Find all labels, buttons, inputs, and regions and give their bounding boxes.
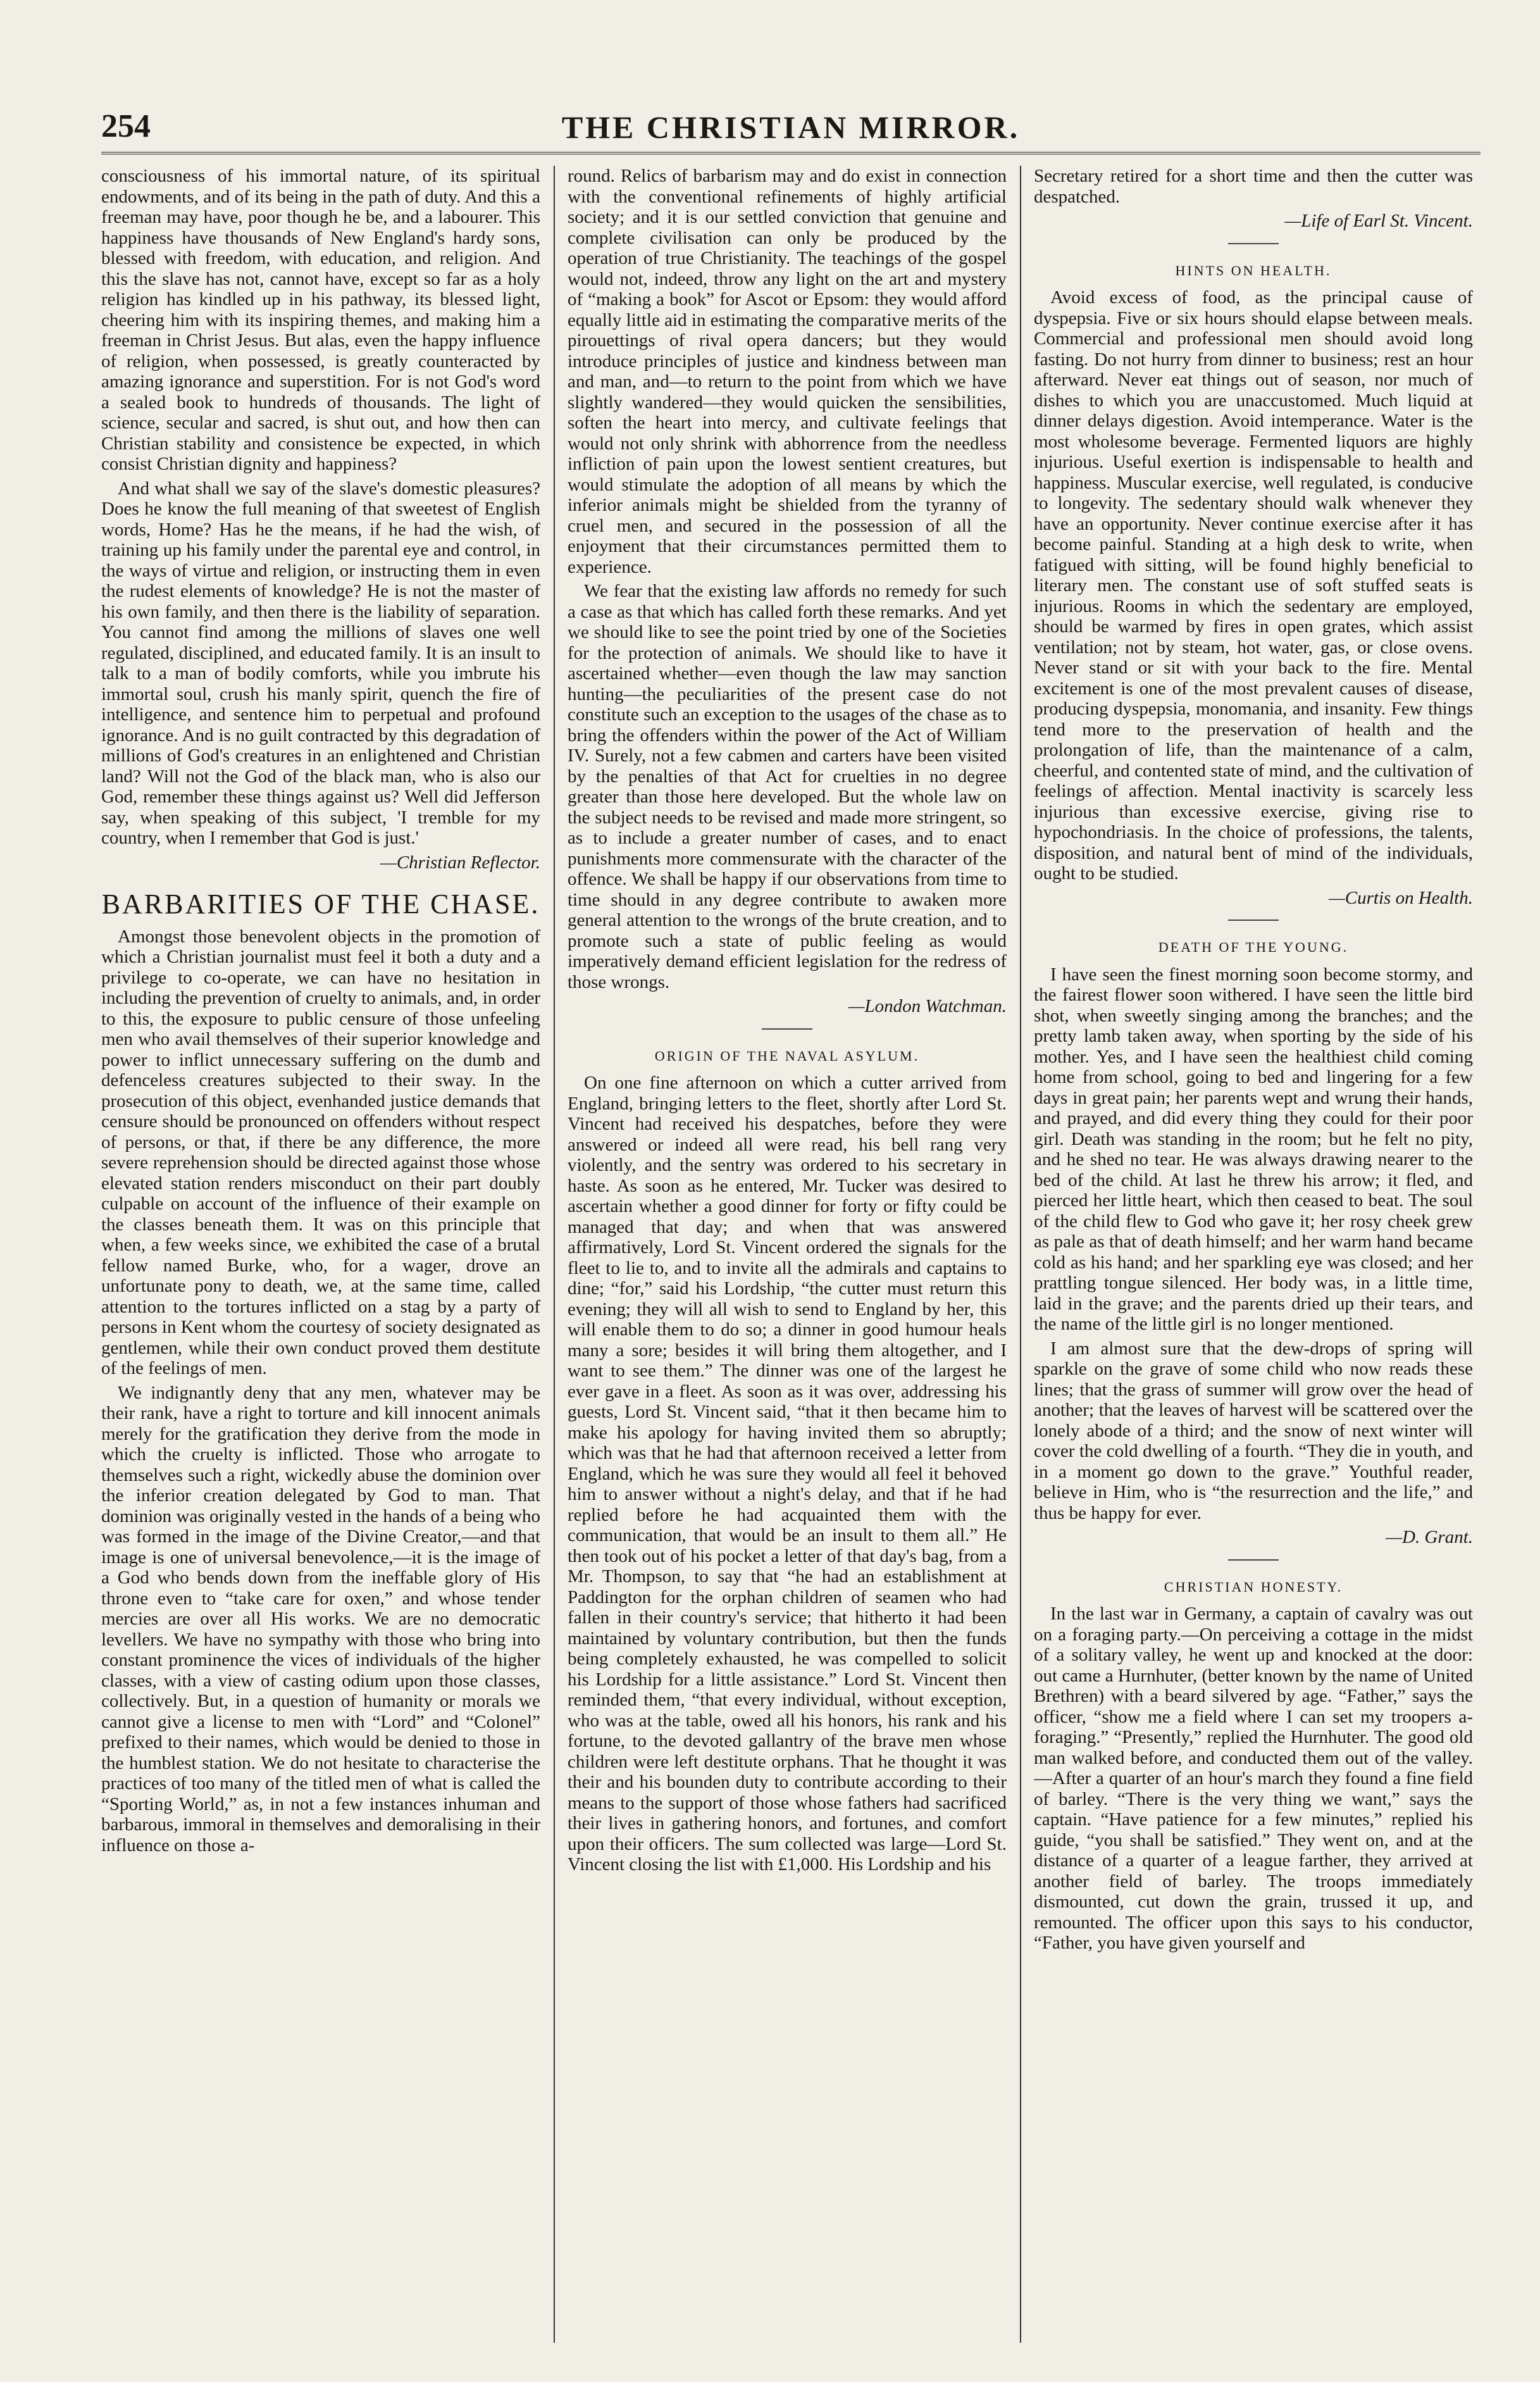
divider [762, 1028, 812, 1030]
divider [1228, 920, 1279, 921]
columns [101, 166, 1481, 2343]
article-paragraph: I have seen the finest morning soon become stormy, and the fairest flower soon withered. I have seen the little bird shot, when sweetly singing among the branches; and the pretty lamb taken away, when sporting by the side of his mother. Yes, and I have seen the healthiest child coming home from school, going to bed and lingering for a few days in great pain; her parents wept and wrung their hands, and prayed, and did every thing they could for their poor girl. Death was standing in the room; but he felt no pity, and he shed no tear. He was always drawing nearer to the bed of the child. At last he threw his arrow; it fled, and pierced her little heart, which then ceased to beat. The soul of the child flew to God who gave it; her rosy cheek grew as pale as that of death himself; and her warm hand became cold as his hand; and her sparkling eye was closed; and her prattling tongue silenced. Her body was, in a little time, laid in the grave; and the parents dried up their tears, and the name of the little girl is no longer mentioned. [1034, 964, 1473, 1334]
page-header [101, 95, 1481, 154]
divider [1228, 243, 1279, 244]
column-1 [101, 166, 540, 2343]
article-paragraph: round. Relics of barbarism may and do exist in connection with the conventional refinements of highly artificial society; and it is our settled conviction that genuine and complete civilisation can only be produced by the operation of true Christianity. The teachings of the gospel would not, indeed, throw any light on the art and mystery of “making a book” for Ascot or Epsom: they would afford equally little aid in estimating the comparative merits of the pirouettings of rival opera dancers; but they would introduce principles of justice and kindness between man and man, and—to return to the point from which we have slightly wandered—they would quicken the sensibilities, soften the heart into mercy, and cultivate feelings that would not only shrink with abhorrence from the needless infliction of pain upon the lowest sentient creatures, but would stimulate the adoption of all means by which the inferior animals might be shielded from the tyranny of cruel men, and secured in the possession of all the enjoyment that their circumstances permitted them to experience. [568, 166, 1007, 577]
article-source: —London Watchman. [848, 996, 1007, 1016]
article-paragraph: We indignantly deny that any men, whatever may be their rank, have a right to torture and kill innocent animals merely for the gratification they derive from the mode in which the cruelty is inflicted. Those who arrogate to themselves such a right, wickedly abuse the dominion over the inferior creation delegated by God to man. That dominion was originally vested in the hands of a being who was formed in the image of the Divine Creator,—and that image is one of universal benevolence,—it is the image of a God who bends down from the ineffable glory of His throne even to “take care for oxen,” and whose tender mercies are over all His works. We are no democratic levellers. We have no sympathy with those who bring into constant prominence the vices of individuals of the higher classes, with a view of casting odium upon those classes, collectively. But, in a question of humanity or morals we cannot give a license to men with “Lord” and “Colonel” prefixed to their names, which would be denied to those in the humblest station. We do not hesitate to characterise the practices of too many of the titled men of what is called the “Sporting World,” as, in not a few instances inhuman and barbarous, immoral in themselves and demoralising in their influence on those a- [101, 1382, 540, 1855]
masthead-title: THE CHRISTIAN MIRROR. [561, 109, 1021, 145]
article-paragraph: In the last war in Germany, a captain of cavalry was out on a foraging party.—On perceiving a cottage in the midst of a solitary valley, he went up and knocked at the door: out came a Hurnhuter, (better known by the name of United Brethren) with a beard silvered by age. “Father,” says the officer, “show me a field where I can set my troopers a-foraging.” “Presently,” replied the Hurnhuter. The good old man walked before, and conducted them out of the valley. —After a quarter of an hour's march they found a fine field of barley. “There is the very thing we want,” says the captain. “Have patience for a few minutes,” replied his guide, “you shall be satisfied.” They went on, and at the distance of a quarter of a league farther, they arrived at another field of barley. The troops immediately dismounted, cut down the grain, trussed it up, and remounted. The officer upon this says to his conductor, “Father, you have given yourself and [1034, 1604, 1473, 1953]
article-heading: HINTS ON HEALTH. [1175, 262, 1332, 278]
article-paragraph: And what shall we say of the slave's domestic pleasures? Does he know the full meaning of that sweetest of English words, Home? Has he the means, if he had the wish, of training up his family under the parental eye and control, in the ways of virtue and religion, or instructing them in even the rudest elements of knowledge? He is not the master of his own family, and then there is the liability of separation. You cannot find among the millions of slaves one well regulated, disciplined, and educated family. It is an insult to talk to a man of bodily comforts, while you imbrute his immortal soul, crush his manly spirit, quench the fire of intelligence, and sentence him to perpetual and profound ignorance. And is no guilt contracted by this degradation of millions of God's creatures in an enlightened and Christian land? Will not the God of the black man, who is also our God, remember these things against us? Well did Jefferson say, when speaking of this subject, 'I tremble for my country, when I remember that God is just.' [101, 478, 540, 848]
article-paragraph: Avoid excess of food, as the principal cause of dyspepsia. Five or six hours should elapse between meals. Commercial and professional men should avoid long fasting. Do not hurry from dinner to business; rest an hour afterward. Never eat things out of season, nor much of dishes to which you are unaccustomed. Much liquid at dinner delays digestion. Avoid intemperance. Water is the most wholesome beverage. Fermented liquors are highly injurious. Useful exertion is indispensable to health and happiness. Muscular exercise, well regulated, is conducive to longevity. The sedentary should walk whenever they have an opportunity. Never continue exercise after it has become painful. Standing at a high desk to write, when fatigued with sitting, will be found highly beneficial to literary men. The constant use of soft stuffed seats is injurious. Rooms in which the sedentary are employed, should be warmed by fires in open grates, which assist ventilation; not by steam, hot water, gas, or close ovens. Never stand or sit with your back to the fire. Mental excitement is one of the most prevalent causes of disease, producing dyspepsia, monomania, and insanity. Few things tend more to the preservation of health and the prolongation of life, than the maintenance of a calm, cheerful, and contented state of mind, and the cultivation of feelings of affection. Mental inactivity is scarcely less injurious than excessive exercise, giving rise to hypochondriasis. In the choice of professions, the talents, disposition, and natural bent of mind of the individuals, ought to be studied. [1034, 287, 1473, 883]
column-2 [568, 166, 1007, 2343]
article-source: —Life of Earl St. Vincent. [1284, 211, 1473, 231]
article-paragraph: Amongst those benevolent objects in the promotion of which a Christian journalist must feel it both a duty and a privilege to co-operate, we can have no hesitation in including the prevention of cruelty to animals, and, in order to this, the exposure to public censure of those unfeeling men who avail themselves of their superior knowledge and power to inflict unnecessary suffering on the dumb and defenceless creatures subjected to their sway. In the prosecution of this object, evenhanded justice demands that censure should be pronounced on offenders without respect of persons, or that, if there be any difference, the more severe reprehension should be directed against those whose elevated station renders misconduct on their part doubly culpable on account of the influence of their example on the classes beneath them. It was on this principle that when, a few weeks since, we exhibited the case of a brutal fellow named Burke, who, for a wager, drove an unfortunate pony to death, we, at the same time, called attention to the tortures inflicted on a stag by a party of persons in Kent whom the courtesy of society designated as gentlemen, while their own conduct proved them destitute of the feelings of men. [101, 926, 540, 1378]
article-heading: DEATH OF THE YOUNG. [1158, 939, 1349, 955]
page-number: 254 [101, 108, 151, 144]
divider [1228, 1559, 1279, 1561]
article-paragraph: Secretary retired for a short time and then the cutter was despatched. [1034, 166, 1473, 207]
article-heading: ORIGIN OF THE NAVAL ASYLUM. [654, 1047, 920, 1064]
article-paragraph: On one fine afternoon on which a cutter arrived from England, bringing letters to the fleet, shortly after Lord St. Vincent had received his despatches, before they were answered or indeed all were read, his bell rang very violently, and the sentry was ordered to his secretary in haste. As soon as he entered, Mr. Tucker was desired to ascertain whether a good dinner for forty or fifty could be managed that day; and when that was answered affirmatively, Lord St. Vincent ordered the signals for the fleet to lie to, and to invite all the admirals and captains to dine; “for,” said his Lordship, “the cutter must return this evening; they will all wish to send to England by her, this will enable them to do so; a dinner in good humour heals many a sore; besides it will bring them altogether, and I want to see them.” The dinner was one of the largest he ever gave in a fleet. As soon as it was over, addressing his guests, Lord St. Vincent said, “that it then became him to make his apology for having invited them so abruptly; which was that he had that afternoon received a letter from England, which he was sure they would all feel it behoved him to answer without a night's delay, and that if he had replied before he had acquainted them with the communication, that would be an insult to them all.” He then took out of his pocket a letter of that day's bag, from a Mr. Thompson, to say that “he had an establishment at Paddington for the orphan children of seamen who had fallen in their country's service; that hitherto it had been maintained by voluntary contribution, but then the funds being completely exhausted, he was compelled to solicit his Lordship for a little assistance.” Lord St. Vincent then reminded them, “that every individual, without exception, who was at the table, owed all his honors, his rank and his fortune, to the devoted gallantry of the brave men whose children were left destitute orphans. That he thought it was their and his bounden duty to contribute according to their means to the support of those whose fathers had sacrificed their lives in gathering honors, and fortunes, and comfort upon their officers. The sum collected was large—Lord St. Vincent closing the list with £1,000. His Lordship and his [568, 1073, 1007, 1874]
article-paragraph: We fear that the existing law affords no remedy for such a case as that which has called forth these remarks. And yet we should like to see the point tried by one of the Societies for the protection of animals. We should like to have it ascertained whether—even though the law may sanction hunting—the peculiarities of the present case do not constitute such an exception to the usages of the chase as to bring the offenders within the power of the Act of William IV. Surely, not a few cabmen and carters have been visited by the penalties of that Act for cruelties in no degree greater than those here developed. But the whole law on the subject needs to be revised and made more stringent, so as to include a greater number of cases, and to enact punishments more commensurate with the character of the offence. We shall be happy if our observations from time to time should in any degree contribute to awaken more general attention to the wrongs of the brute creation, and to promote such a state of public feeling as would imperatively demand efficient legislation for the redress of those wrongs. [568, 581, 1007, 992]
article-paragraph: consciousness of his immortal nature, of its spiritual endowments, and of its being in the path of duty. And this a freeman may have, poor though he be, and a labourer. This happiness have thousands of New England's hardy sons, blessed with freedom, with education, and religion. And this the slave has not, cannot have, except so far as a holy religion has kindled up in his pathway, its blessed light, cheering him with its inspiring themes, and making him a freeman in Christ Jesus. But alas, even the happy influence of religion, when possessed, is greatly counteracted by amazing ignorance and superstition. For is not God's word a sealed book to hundreds of thousands. The light of science, secular and sacred, is shut out, and how then can Christian stability and consistence be expected, in which consist Christian dignity and happiness? [101, 166, 540, 474]
article-heading: CHRISTIAN HONESTY. [1164, 1578, 1343, 1595]
column-rule [554, 166, 555, 2343]
column-rule [1020, 166, 1021, 2343]
article-heading: BARBARITIES OF THE CHASE. [101, 889, 540, 920]
column-3 [1034, 166, 1473, 2343]
newspaper-page [101, 95, 1481, 2348]
article-paragraph: I am almost sure that the dew-drops of spring will sparkle on the grave of some child who now reads these lines; that the grass of summer will grow over the head of another; that the leaves of harvest will be scattered over the lonely abode of a third; and the snow of next winter will cover the cold dwelling of a fourth. “They die in youth, and in a moment go down to the grave.” Youthful reader, believe in Him, who is “the resurrection and the life,” and thus be happy for ever. [1034, 1338, 1473, 1523]
article-source: —D. Grant. [1386, 1527, 1473, 1547]
article-source: —Curtis on Health. [1329, 887, 1473, 908]
article-source: —Christian Reflector. [380, 852, 540, 873]
